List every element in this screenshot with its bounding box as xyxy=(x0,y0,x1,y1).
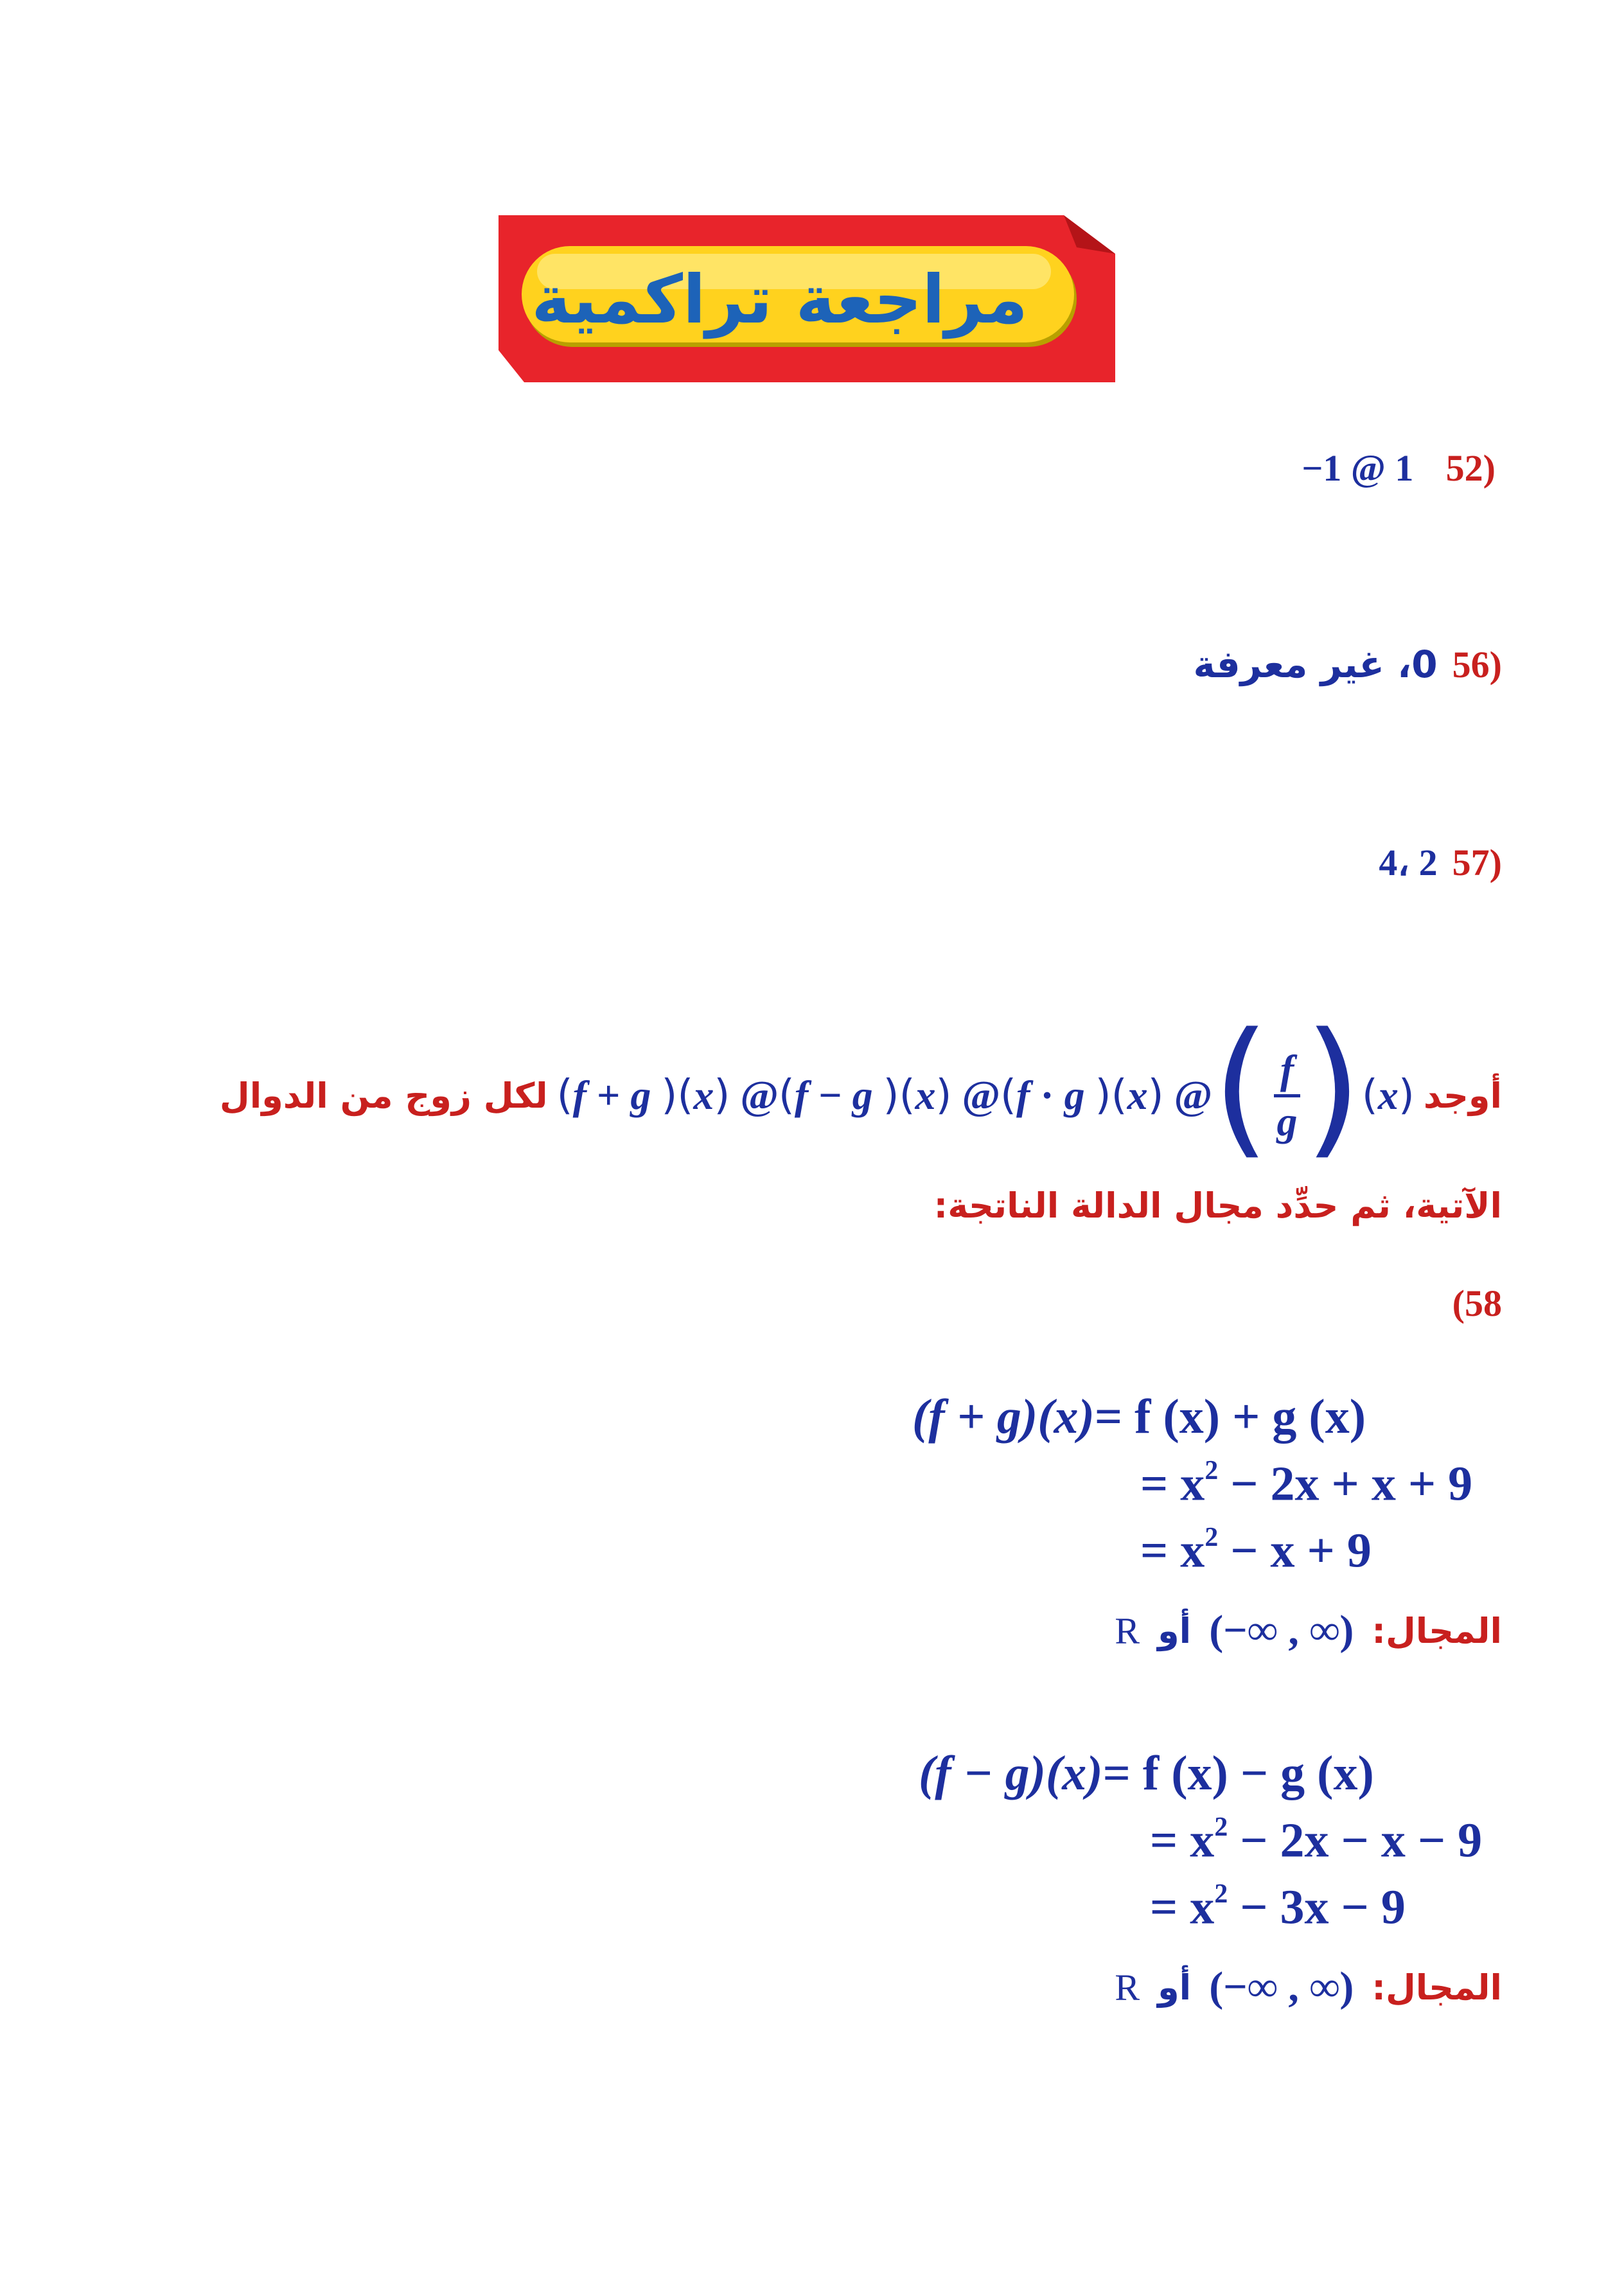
exponent: 2 xyxy=(1214,1812,1228,1842)
sum-line-3 xyxy=(912,1512,1472,1579)
diff-line-1 xyxy=(919,1744,1482,1802)
sum-step-2-a: = x xyxy=(1140,1457,1205,1511)
diff-step-3-b: − 3x − 9 xyxy=(1228,1880,1406,1935)
diff-step-3-a: = x xyxy=(1150,1880,1215,1935)
answer-52 xyxy=(1302,443,1496,491)
sum-line-2 xyxy=(912,1446,1472,1512)
answer-57 xyxy=(1379,840,1502,884)
domain-interval: (−∞ , ∞) xyxy=(1209,1963,1354,2010)
answer-value: −1 @ 1 xyxy=(1302,447,1414,489)
instruction-formula: ( f + g )( x ) @ ( f − g )( x ) @ ( f · g )( x ) @ ( $\frac{f}{g}$ ) ( x ) xyxy=(556,1002,1415,1173)
sum-step-3-a: = x xyxy=(1140,1523,1205,1578)
sum-lhs: (f + g)(x) xyxy=(912,1390,1095,1444)
diff-step-1: = f (x) − g (x) xyxy=(1102,1746,1374,1800)
instruction-prefix: أوجد xyxy=(1423,1075,1502,1116)
question-number-58: (58 xyxy=(1452,1282,1502,1324)
domain-line-1 xyxy=(1115,1606,1502,1655)
domain-or: أو xyxy=(1158,1967,1192,2008)
question-number: (57 xyxy=(1452,842,1502,883)
exponent: 2 xyxy=(1214,1879,1228,1910)
sum-step-3-b: − x + 9 xyxy=(1218,1523,1372,1578)
separator: @ xyxy=(962,1072,1001,1118)
domain-or: أو xyxy=(1158,1610,1192,1651)
page-title: مراجعة تراكمية xyxy=(531,260,1028,339)
domain-set: R xyxy=(1115,1966,1140,2008)
domain-interval: (−∞ , ∞) xyxy=(1209,1607,1354,1654)
diff-step-2-b: − 2x − x − 9 xyxy=(1228,1813,1483,1868)
sum-step-1: = f (x) + g (x) xyxy=(1094,1390,1366,1444)
diff-step-2-a: = x xyxy=(1150,1813,1215,1868)
domain-line-2 xyxy=(1115,1963,1502,2012)
question-number: (52 xyxy=(1445,447,1496,489)
separator: @ xyxy=(740,1072,779,1118)
fraction-f-over-g: $\frac{f}{g}$ xyxy=(1274,1049,1300,1142)
domain-label: المجال: xyxy=(1372,1610,1502,1651)
sum-step-2-b: − 2x + x + 9 xyxy=(1218,1457,1473,1511)
answer-value: 2 ،4 xyxy=(1379,842,1438,883)
diff-line-3 xyxy=(919,1869,1482,1936)
domain-label: المجال: xyxy=(1372,1967,1502,2008)
domain-set: R xyxy=(1115,1609,1140,1652)
answer-56 xyxy=(1194,642,1502,686)
exponent: 2 xyxy=(1205,1455,1219,1485)
question-number: (56 xyxy=(1452,644,1502,686)
instruction-suffix: لكل زوج من الدوال xyxy=(219,1075,548,1116)
diff-line-2 xyxy=(919,1802,1482,1869)
diff-lhs: (f − g)(x) xyxy=(919,1746,1103,1800)
instruction-line-1 xyxy=(63,1002,1502,1173)
exponent: 2 xyxy=(1205,1523,1219,1553)
sum-derivation xyxy=(912,1388,1472,1580)
sum-line-1 xyxy=(912,1388,1472,1446)
difference-derivation xyxy=(919,1744,1482,1936)
separator: @ xyxy=(1174,1072,1213,1118)
answer-value: 0، غير معرفة xyxy=(1193,642,1438,686)
instruction-line-2: الآتية، ثم حدِّد مجال الدالة الناتجة: xyxy=(933,1185,1502,1226)
